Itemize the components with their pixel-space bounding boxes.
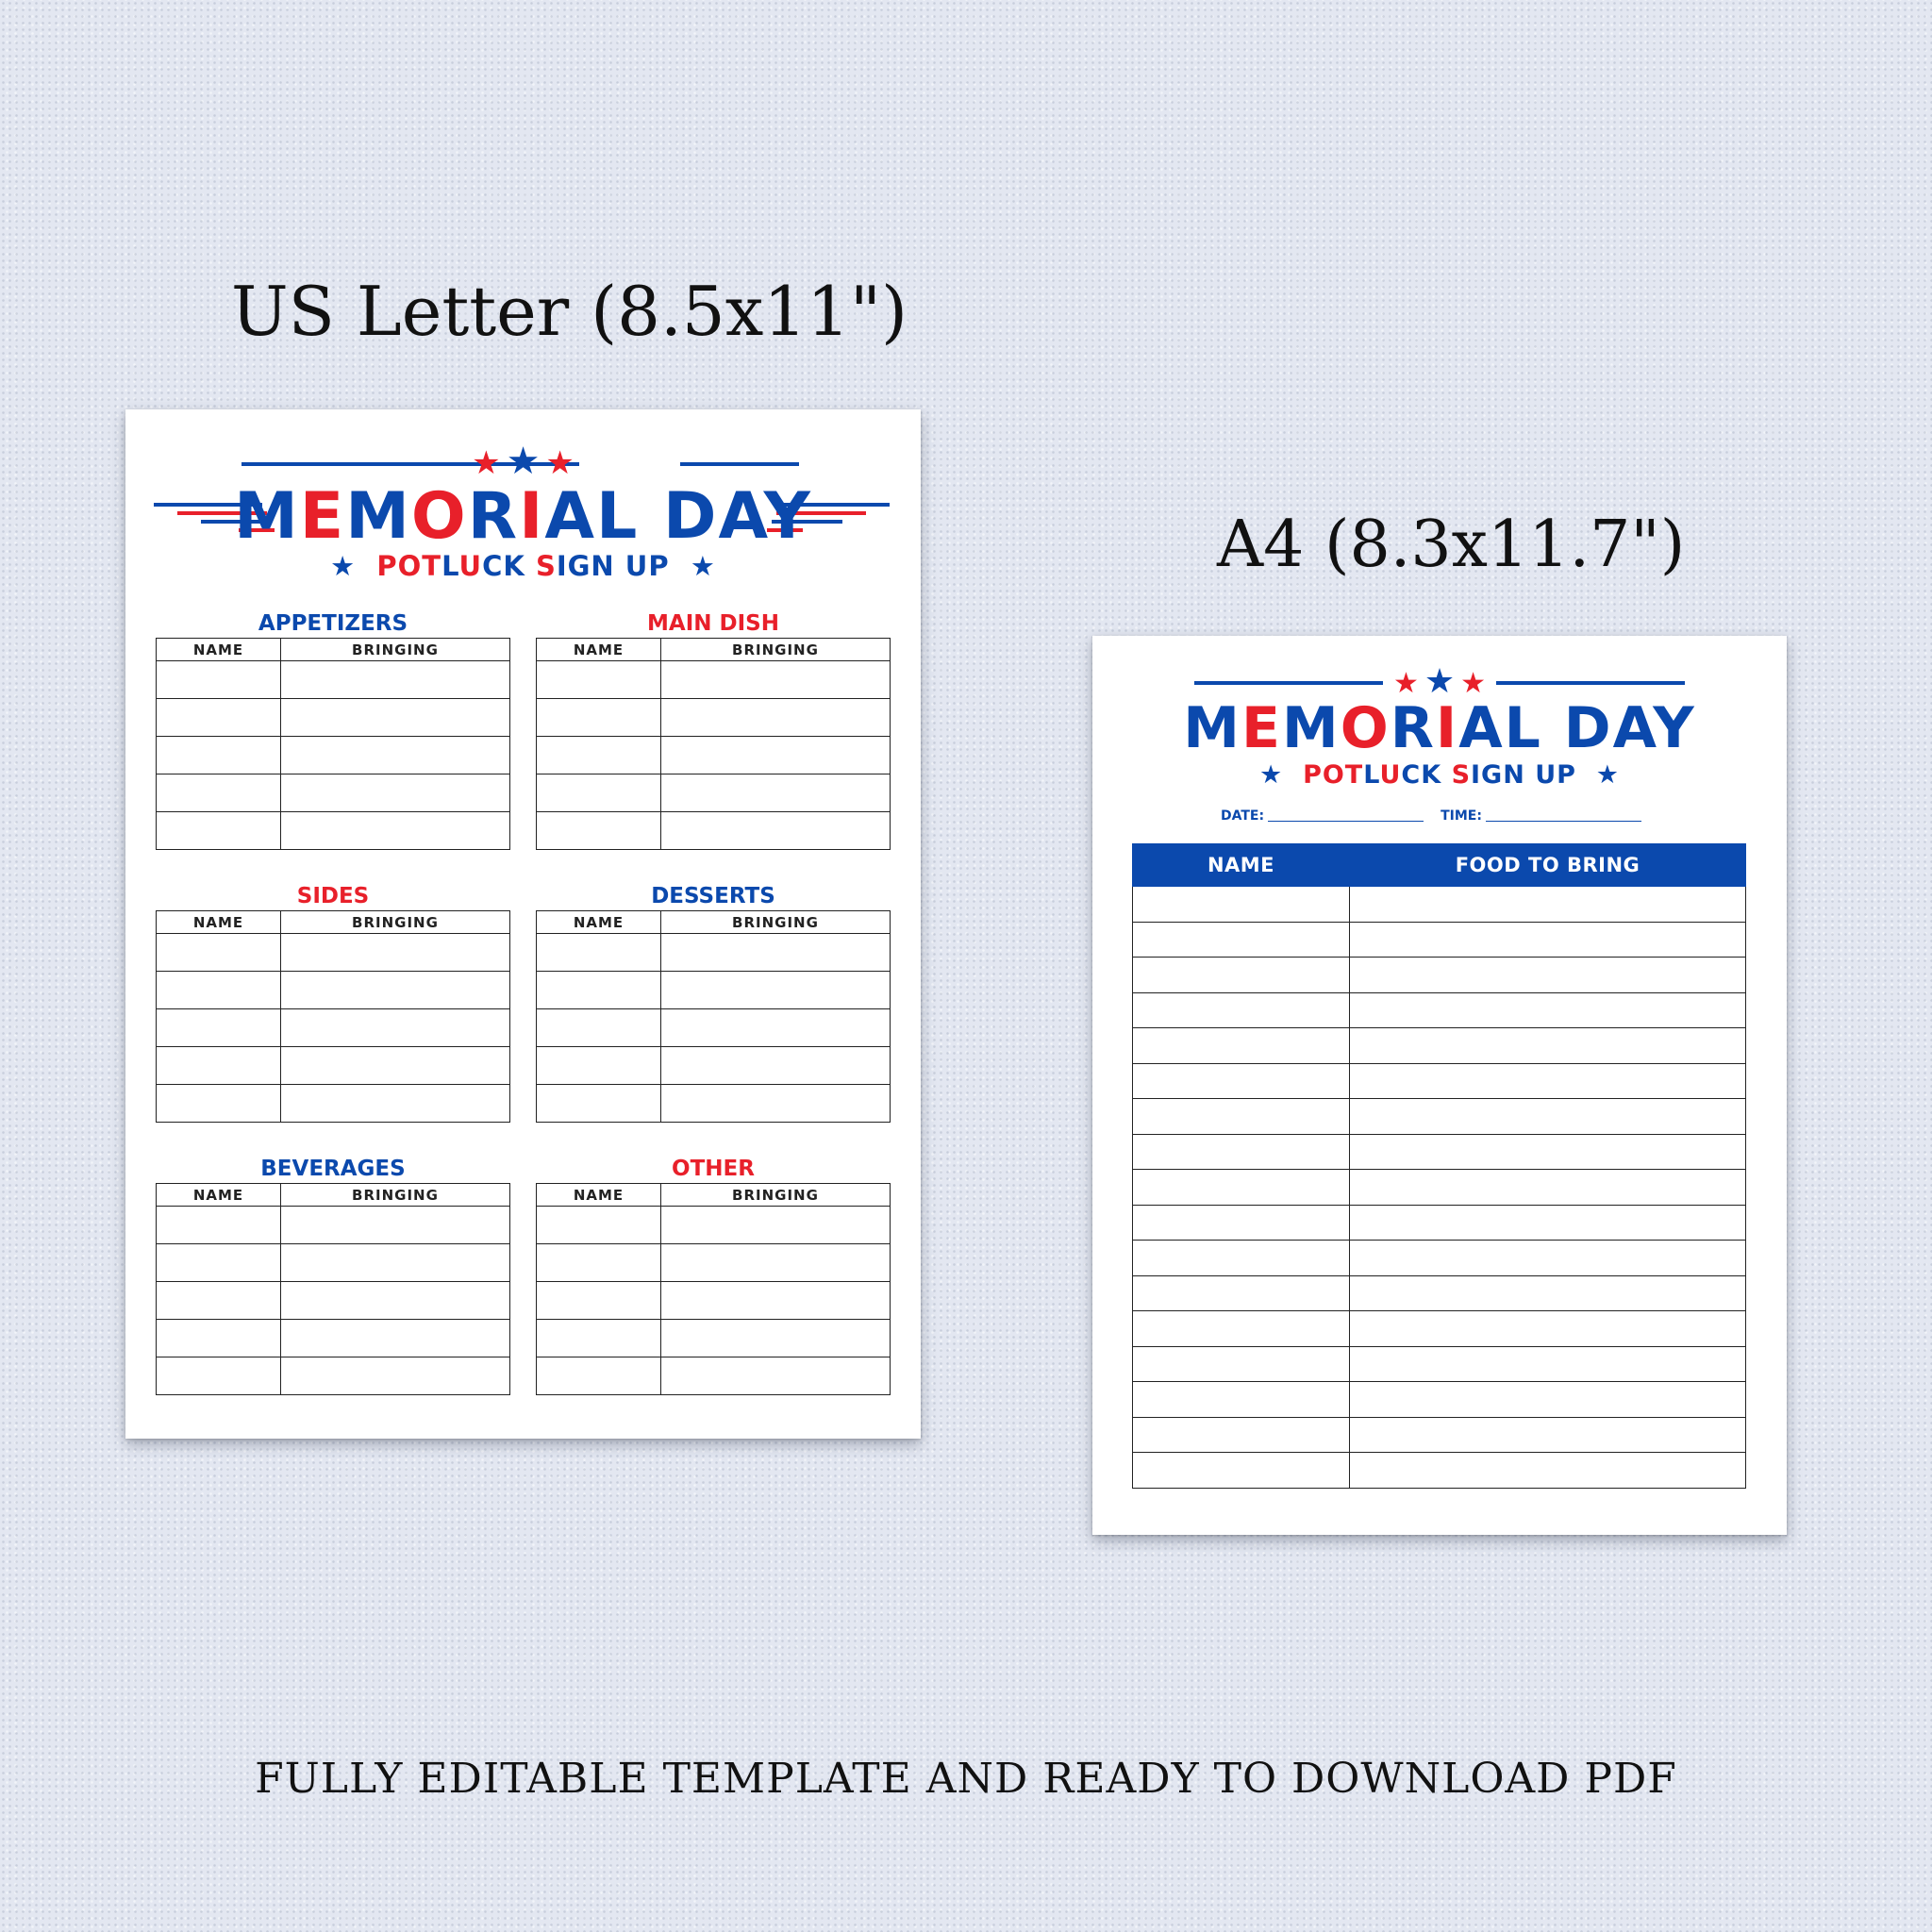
name-cell[interactable] — [537, 1207, 661, 1244]
name-column-header: NAME — [157, 1184, 281, 1207]
star-icon: ★ — [1424, 661, 1456, 700]
section-sides — [156, 882, 510, 1123]
bringing-cell[interactable] — [661, 1047, 891, 1085]
date-label: DATE: — [1221, 808, 1265, 824]
food-cell[interactable] — [1350, 1346, 1746, 1382]
bringing-column-header: BRINGING — [661, 1184, 891, 1207]
name-cell[interactable] — [537, 737, 661, 774]
bringing-cell[interactable] — [661, 1085, 891, 1123]
name-cell[interactable] — [1133, 1453, 1350, 1489]
table-row — [537, 737, 891, 774]
section-beverages — [156, 1155, 510, 1395]
name-cell[interactable] — [537, 774, 661, 812]
name-cell[interactable] — [1133, 1346, 1350, 1382]
table-row — [1133, 1241, 1746, 1276]
star-icon: ★ — [472, 445, 501, 481]
name-cell[interactable] — [157, 737, 281, 774]
name-cell[interactable] — [157, 774, 281, 812]
name-cell[interactable] — [537, 1085, 661, 1123]
food-cell[interactable] — [1350, 992, 1746, 1028]
table-row — [157, 934, 510, 972]
name-column-header: NAME — [537, 1184, 661, 1207]
bringing-column-header: BRINGING — [281, 1184, 510, 1207]
table-row — [1133, 1099, 1746, 1135]
table-row — [157, 699, 510, 737]
food-cell[interactable] — [1350, 1417, 1746, 1453]
name-cell[interactable] — [1133, 1382, 1350, 1418]
bringing-cell[interactable] — [661, 1320, 891, 1357]
table-row — [1133, 1417, 1746, 1453]
food-cell[interactable] — [1350, 1099, 1746, 1135]
food-cell[interactable] — [1350, 958, 1746, 993]
table-row — [537, 1357, 891, 1395]
bringing-column-header: BRINGING — [661, 639, 891, 661]
name-cell[interactable] — [1133, 992, 1350, 1028]
star-icon: ★ — [1460, 668, 1487, 699]
name-column-header: NAME — [537, 639, 661, 661]
table-row — [157, 1047, 510, 1085]
bringing-cell[interactable] — [661, 972, 891, 1009]
star-icon: ★ — [545, 445, 575, 481]
signup-table — [536, 1183, 891, 1395]
potluck-subtitle: ★ POTLUCK SIGN UP ★ — [330, 550, 716, 582]
name-cell[interactable] — [1133, 1241, 1350, 1276]
table-row — [537, 1085, 891, 1123]
table-row — [1133, 1063, 1746, 1099]
date-time-fields — [1092, 808, 1787, 824]
section-title: DESSERTS — [651, 884, 775, 908]
bringing-cell[interactable] — [281, 699, 510, 737]
name-cell[interactable] — [1133, 1205, 1350, 1241]
table-row — [157, 1357, 510, 1395]
section-title: MAIN DISH — [647, 611, 779, 636]
name-cell[interactable] — [157, 812, 281, 850]
section-title: SIDES — [296, 884, 370, 908]
name-cell[interactable] — [157, 699, 281, 737]
bringing-cell[interactable] — [281, 661, 510, 699]
table-row — [1133, 1453, 1746, 1489]
name-cell[interactable] — [1133, 1170, 1350, 1206]
a4-caption: A4 (8.3x11.7") — [1217, 508, 1686, 582]
table-row — [157, 1282, 510, 1320]
food-cell[interactable] — [1350, 1134, 1746, 1170]
memorial-day-title: MEMORIAL DAY — [1183, 695, 1696, 761]
signup-table — [536, 638, 891, 850]
signup-table — [156, 638, 510, 850]
table-row — [1133, 1346, 1746, 1382]
name-column-header: NAME — [157, 911, 281, 934]
table-row — [157, 1009, 510, 1047]
name-cell[interactable] — [1133, 958, 1350, 993]
table-row — [537, 972, 891, 1009]
bringing-cell[interactable] — [661, 1282, 891, 1320]
food-cell[interactable] — [1350, 1453, 1746, 1489]
date-field[interactable] — [1268, 821, 1424, 822]
signup-table — [156, 910, 510, 1123]
header-stars — [1092, 661, 1787, 700]
name-cell[interactable] — [537, 1009, 661, 1047]
name-cell[interactable] — [1133, 1063, 1350, 1099]
star-icon: ★ — [506, 441, 541, 482]
section-desserts — [536, 882, 891, 1123]
food-cell[interactable] — [1350, 1063, 1746, 1099]
bringing-cell[interactable] — [661, 812, 891, 850]
table-row — [1133, 1275, 1746, 1311]
food-cell[interactable] — [1350, 1275, 1746, 1311]
name-cell[interactable] — [157, 1320, 281, 1357]
star-icon: ★ — [1392, 668, 1419, 699]
bringing-cell[interactable] — [661, 737, 891, 774]
letter-header — [125, 409, 921, 582]
name-cell[interactable] — [537, 1244, 661, 1282]
table-row — [157, 812, 510, 850]
name-cell[interactable] — [157, 1244, 281, 1282]
name-cell[interactable] — [157, 1357, 281, 1395]
star-icon: ★ — [1259, 760, 1284, 790]
signup-table — [536, 910, 891, 1123]
us-letter-caption: US Letter (8.5x11") — [231, 272, 908, 351]
table-row — [1133, 887, 1746, 923]
section-other — [536, 1155, 891, 1395]
table-row — [157, 737, 510, 774]
bringing-cell[interactable] — [661, 1244, 891, 1282]
name-cell[interactable] — [1133, 1134, 1350, 1170]
food-column-header: FOOD TO BRING — [1350, 844, 1746, 887]
bringing-cell[interactable] — [281, 934, 510, 972]
bringing-cell[interactable] — [281, 1357, 510, 1395]
section-title: BEVERAGES — [260, 1157, 406, 1181]
table-row — [537, 699, 891, 737]
bringing-cell[interactable] — [281, 812, 510, 850]
name-column-header: NAME — [1133, 844, 1350, 887]
bringing-cell[interactable] — [661, 1207, 891, 1244]
bringing-cell[interactable] — [281, 1320, 510, 1357]
bringing-column-header: BRINGING — [281, 911, 510, 934]
name-cell[interactable] — [1133, 922, 1350, 958]
name-cell[interactable] — [537, 812, 661, 850]
food-cell[interactable] — [1350, 887, 1746, 923]
name-cell[interactable] — [537, 1282, 661, 1320]
bringing-cell[interactable] — [661, 661, 891, 699]
food-cell[interactable] — [1350, 1170, 1746, 1206]
bringing-cell[interactable] — [281, 1207, 510, 1244]
table-row — [157, 1244, 510, 1282]
table-row — [1133, 1311, 1746, 1347]
memorial-day-title: MEMORIAL DAY — [234, 479, 812, 554]
bringing-cell[interactable] — [661, 1357, 891, 1395]
potluck-subtitle: ★ POTLUCK SIGN UP ★ — [1259, 760, 1620, 790]
table-row — [157, 774, 510, 812]
food-cell[interactable] — [1350, 1028, 1746, 1064]
food-cell[interactable] — [1350, 1382, 1746, 1418]
section-main-dish — [536, 609, 891, 850]
name-cell[interactable] — [537, 1320, 661, 1357]
table-row — [1133, 922, 1746, 958]
section-appetizers — [156, 609, 510, 850]
name-cell[interactable] — [537, 1357, 661, 1395]
name-cell[interactable] — [537, 699, 661, 737]
table-row — [537, 1282, 891, 1320]
table-row — [537, 812, 891, 850]
table-row — [157, 1320, 510, 1357]
food-cell[interactable] — [1350, 922, 1746, 958]
bringing-cell[interactable] — [281, 972, 510, 1009]
table-row — [537, 934, 891, 972]
bringing-column-header: BRINGING — [661, 911, 891, 934]
table-row — [157, 1207, 510, 1244]
table-row — [537, 1244, 891, 1282]
table-row — [537, 1207, 891, 1244]
table-row — [537, 1320, 891, 1357]
name-cell[interactable] — [1133, 1275, 1350, 1311]
name-cell[interactable] — [537, 972, 661, 1009]
section-title: APPETIZERS — [258, 611, 408, 636]
table-row — [1133, 1134, 1746, 1170]
bringing-cell[interactable] — [281, 1085, 510, 1123]
star-icon: ★ — [690, 550, 716, 582]
footer-tagline: FULLY EDITABLE TEMPLATE AND READY TO DOWNLOAD PDF — [255, 1755, 1677, 1803]
us-letter-sheet — [125, 409, 921, 1439]
name-cell[interactable] — [157, 1207, 281, 1244]
name-cell[interactable] — [1133, 1311, 1350, 1347]
name-cell[interactable] — [1133, 1028, 1350, 1064]
table-row — [537, 1009, 891, 1047]
table-row — [1133, 1028, 1746, 1064]
food-cell[interactable] — [1350, 1241, 1746, 1276]
bringing-cell[interactable] — [281, 774, 510, 812]
header-stars — [125, 442, 921, 480]
time-field[interactable] — [1486, 821, 1641, 822]
a4-header — [1092, 636, 1787, 790]
bringing-cell[interactable] — [661, 934, 891, 972]
name-cell[interactable] — [157, 934, 281, 972]
name-cell[interactable] — [157, 1282, 281, 1320]
section-title: OTHER — [672, 1157, 755, 1181]
table-row — [157, 1085, 510, 1123]
bringing-cell[interactable] — [661, 774, 891, 812]
table-row — [1133, 1170, 1746, 1206]
table-row — [537, 661, 891, 699]
star-icon: ★ — [330, 550, 357, 582]
a4-sheet — [1092, 636, 1787, 1535]
bringing-cell[interactable] — [281, 1009, 510, 1047]
food-cell[interactable] — [1350, 1205, 1746, 1241]
name-cell[interactable] — [1133, 1099, 1350, 1135]
bringing-cell[interactable] — [661, 1009, 891, 1047]
name-cell[interactable] — [157, 972, 281, 1009]
name-cell[interactable] — [157, 1047, 281, 1085]
star-icon: ★ — [1595, 760, 1620, 790]
table-row — [537, 774, 891, 812]
table-row — [537, 1047, 891, 1085]
bringing-cell[interactable] — [661, 699, 891, 737]
name-cell[interactable] — [1133, 887, 1350, 923]
table-row — [157, 661, 510, 699]
table-row — [1133, 992, 1746, 1028]
table-row — [1133, 1205, 1746, 1241]
time-label: TIME: — [1441, 808, 1482, 824]
bringing-cell[interactable] — [281, 1282, 510, 1320]
name-column-header: NAME — [537, 911, 661, 934]
name-cell[interactable] — [1133, 1417, 1350, 1453]
bringing-column-header: BRINGING — [281, 639, 510, 661]
name-cell[interactable] — [537, 1047, 661, 1085]
food-signup-table — [1132, 843, 1746, 1489]
bringing-cell[interactable] — [281, 737, 510, 774]
name-column-header: NAME — [157, 639, 281, 661]
table-row — [157, 972, 510, 1009]
table-row — [1133, 958, 1746, 993]
name-cell[interactable] — [537, 934, 661, 972]
name-cell[interactable] — [157, 1009, 281, 1047]
name-cell[interactable] — [157, 1085, 281, 1123]
bringing-cell[interactable] — [281, 1047, 510, 1085]
name-cell[interactable] — [157, 661, 281, 699]
signup-table — [156, 1183, 510, 1395]
name-cell[interactable] — [537, 661, 661, 699]
bringing-cell[interactable] — [281, 1244, 510, 1282]
food-cell[interactable] — [1350, 1311, 1746, 1347]
table-row — [1133, 1382, 1746, 1418]
